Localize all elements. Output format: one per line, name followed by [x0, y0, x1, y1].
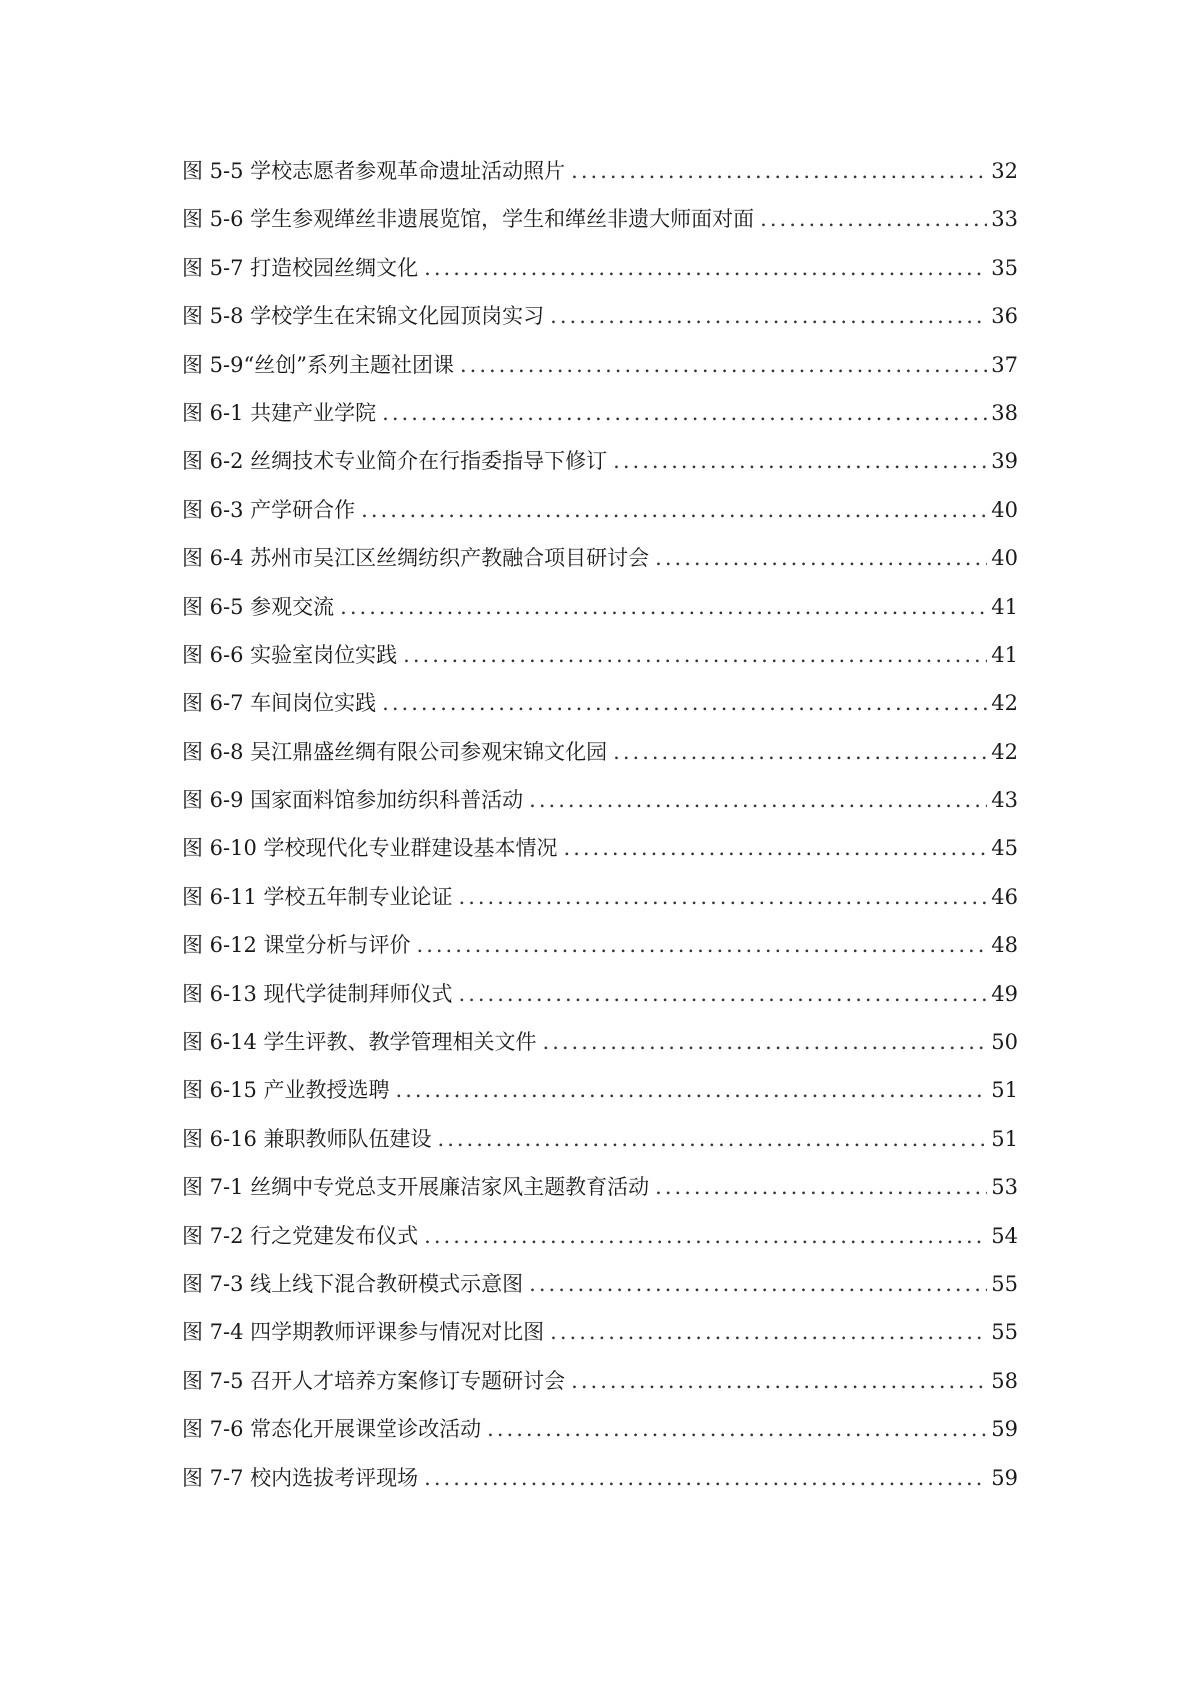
toc-entry-title: 图 6-2 丝绸技术专业简介在行指委指导下修订: [182, 449, 608, 474]
toc-entry-page-number: 39: [991, 449, 1018, 474]
toc-leader-dots: [438, 1127, 988, 1151]
toc-entry-title: 图 5-9“丝创”系列主题社团课: [182, 352, 454, 377]
toc-leader-dots: [396, 1078, 988, 1102]
toc-entry-title: 图 5-6 学生参观缂丝非遗展览馆，学生和缂丝非遗大师面对面: [182, 207, 755, 232]
toc-entry-title: 图 7-2 行之党建发布仪式: [182, 1223, 419, 1248]
toc-entry[interactable]: [182, 1220, 1018, 1268]
toc-entry-page-number: 54: [991, 1223, 1018, 1248]
toc-entry[interactable]: [182, 1365, 1018, 1413]
toc-leader-dots: [487, 1417, 987, 1441]
toc-entry[interactable]: [182, 1316, 1018, 1364]
toc-entry[interactable]: [182, 978, 1018, 1026]
toc-entry-title: 图 6-15 产业教授选聘: [182, 1078, 390, 1103]
toc-entry-page-number: 46: [991, 884, 1018, 909]
toc-leader-dots: [550, 1320, 987, 1344]
toc-leader-dots: [403, 643, 987, 667]
toc-entry[interactable]: [182, 445, 1018, 493]
toc-entry-page-number: 35: [991, 255, 1018, 280]
toc-entry-page-number: 40: [991, 497, 1018, 522]
toc-entry-title: 图 6-13 现代学徒制拜师仪式: [182, 981, 453, 1006]
toc-entry[interactable]: [182, 1026, 1018, 1074]
toc-leader-dots: [382, 691, 987, 715]
toc-leader-dots: [417, 933, 988, 957]
toc-entry-title: 图 7-1 丝绸中专党总支开展廉洁家风主题教育活动: [182, 1175, 650, 1200]
toc-entry-title: 图 6-5 参观交流: [182, 594, 335, 619]
toc-entry-page-number: 50: [991, 1030, 1018, 1055]
toc-entry-title: 图 6-7 车间岗位实践: [182, 691, 377, 716]
toc-entry-title: 图 6-10 学校现代化专业群建设基本情况: [182, 836, 558, 861]
toc-leader-dots: [564, 836, 988, 860]
toc-entry-page-number: 59: [991, 1417, 1018, 1442]
toc-leader-dots: [340, 595, 987, 619]
toc-entry-page-number: 51: [991, 1126, 1018, 1151]
toc-entry[interactable]: [182, 494, 1018, 542]
toc-entry-title: 图 7-5 召开人才培养方案修订专题研讨会: [182, 1368, 566, 1393]
toc-entry-page-number: 40: [991, 546, 1018, 571]
toc-entry-page-number: 32: [991, 159, 1018, 183]
toc-entry-title: 图 6-11 学校五年制专业论证: [182, 884, 453, 909]
toc-entry-title: 图 7-7 校内选拔考评现场: [182, 1465, 419, 1490]
toc-entry-title: 图 6-12 课堂分析与评价: [182, 933, 411, 958]
toc-leader-dots: [382, 401, 987, 425]
toc-leader-dots: [613, 740, 987, 764]
toc-entry-page-number: 33: [991, 207, 1018, 232]
toc-leader-dots: [459, 982, 988, 1006]
toc-entry[interactable]: [182, 687, 1018, 735]
toc-entry[interactable]: [182, 1268, 1018, 1316]
toc-entry[interactable]: [182, 591, 1018, 639]
toc-entry-title: 图 5-5 学校志愿者参观革命遗址活动照片: [182, 159, 566, 183]
toc-entry[interactable]: [182, 155, 1018, 203]
toc-entry-title: 图 7-6 常态化开展课堂诊改活动: [182, 1417, 482, 1442]
toc-entry[interactable]: [182, 542, 1018, 590]
toc-entry[interactable]: [182, 784, 1018, 832]
toc-entry-title: 图 6-6 实验室岗位实践: [182, 642, 398, 667]
toc-entry-page-number: 55: [991, 1320, 1018, 1345]
toc-leader-dots: [571, 1369, 987, 1393]
toc-entry[interactable]: [182, 349, 1018, 397]
toc-entry[interactable]: [182, 203, 1018, 251]
toc-leader-dots: [459, 885, 988, 909]
toc-leader-dots: [529, 788, 987, 812]
toc-leader-dots: [543, 1030, 988, 1054]
toc-entry-title: 图 5-7 打造校园丝绸文化: [182, 255, 419, 280]
toc-entry[interactable]: [182, 639, 1018, 687]
toc-entry-page-number: 42: [991, 691, 1018, 716]
toc-entry-page-number: 45: [991, 836, 1018, 861]
toc-entry[interactable]: [182, 929, 1018, 977]
toc-entry-title: 图 6-14 学生评教、教学管理相关文件: [182, 1030, 537, 1055]
toc-leader-dots: [529, 1272, 987, 1296]
toc-leader-dots: [424, 1224, 987, 1248]
toc-leader-dots: [571, 159, 987, 183]
toc-entry-title: 图 5-8 学校学生在宋锦文化园顶岗实习: [182, 304, 545, 329]
toc-entry-page-number: 58: [991, 1368, 1018, 1393]
toc-entry-title: 图 6-3 产学研合作: [182, 497, 356, 522]
toc-entry-page-number: 37: [991, 352, 1018, 377]
toc-leader-dots: [613, 449, 987, 473]
toc-entry-page-number: 41: [991, 594, 1018, 619]
toc-entry-title: 图 6-1 共建产业学院: [182, 400, 377, 425]
toc-entry[interactable]: [182, 252, 1018, 300]
toc-entry-page-number: 43: [991, 788, 1018, 813]
toc-entry[interactable]: [182, 1123, 1018, 1171]
toc-leader-dots: [361, 498, 987, 522]
toc-entry[interactable]: [182, 881, 1018, 929]
toc-entry-page-number: 55: [991, 1271, 1018, 1296]
toc-leader-dots: [655, 546, 987, 570]
figure-list: [182, 155, 1018, 1510]
toc-leader-dots: [760, 207, 987, 231]
toc-entry-title: 图 6-4 苏州市吴江区丝绸纺织产教融合项目研讨会: [182, 546, 650, 571]
toc-entry-page-number: 49: [991, 981, 1018, 1006]
toc-leader-dots: [655, 1175, 987, 1199]
toc-entry-title: 图 7-4 四学期教师评课参与情况对比图: [182, 1320, 545, 1345]
toc-entry-page-number: 53: [991, 1175, 1018, 1200]
toc-entry[interactable]: [182, 1074, 1018, 1122]
toc-entry-page-number: 38: [991, 400, 1018, 425]
toc-entry[interactable]: [182, 736, 1018, 784]
toc-entry-title: 图 6-9 国家面料馆参加纺织科普活动: [182, 788, 524, 813]
toc-entry[interactable]: [182, 1462, 1018, 1510]
toc-leader-dots: [424, 1466, 987, 1490]
toc-entry-page-number: 59: [991, 1465, 1018, 1490]
toc-leader-dots: [424, 256, 987, 280]
toc-entry-title: 图 7-3 线上线下混合教研模式示意图: [182, 1271, 524, 1296]
toc-leader-dots: [460, 353, 987, 377]
toc-entry[interactable]: [182, 300, 1018, 348]
toc-entry-page-number: 51: [991, 1078, 1018, 1103]
toc-entry[interactable]: [182, 832, 1018, 880]
toc-entry[interactable]: [182, 1171, 1018, 1219]
toc-entry[interactable]: [182, 397, 1018, 445]
toc-entry-page-number: 48: [991, 933, 1018, 958]
toc-entry-page-number: 41: [991, 642, 1018, 667]
toc-entry-page-number: 42: [991, 739, 1018, 764]
toc-entry-title: 图 6-8 吴江鼎盛丝绸有限公司参观宋锦文化园: [182, 739, 608, 764]
toc-leader-dots: [550, 304, 987, 328]
toc-entry-title: 图 6-16 兼职教师队伍建设: [182, 1126, 432, 1151]
toc-entry[interactable]: [182, 1413, 1018, 1461]
toc-entry-page-number: 36: [991, 304, 1018, 329]
